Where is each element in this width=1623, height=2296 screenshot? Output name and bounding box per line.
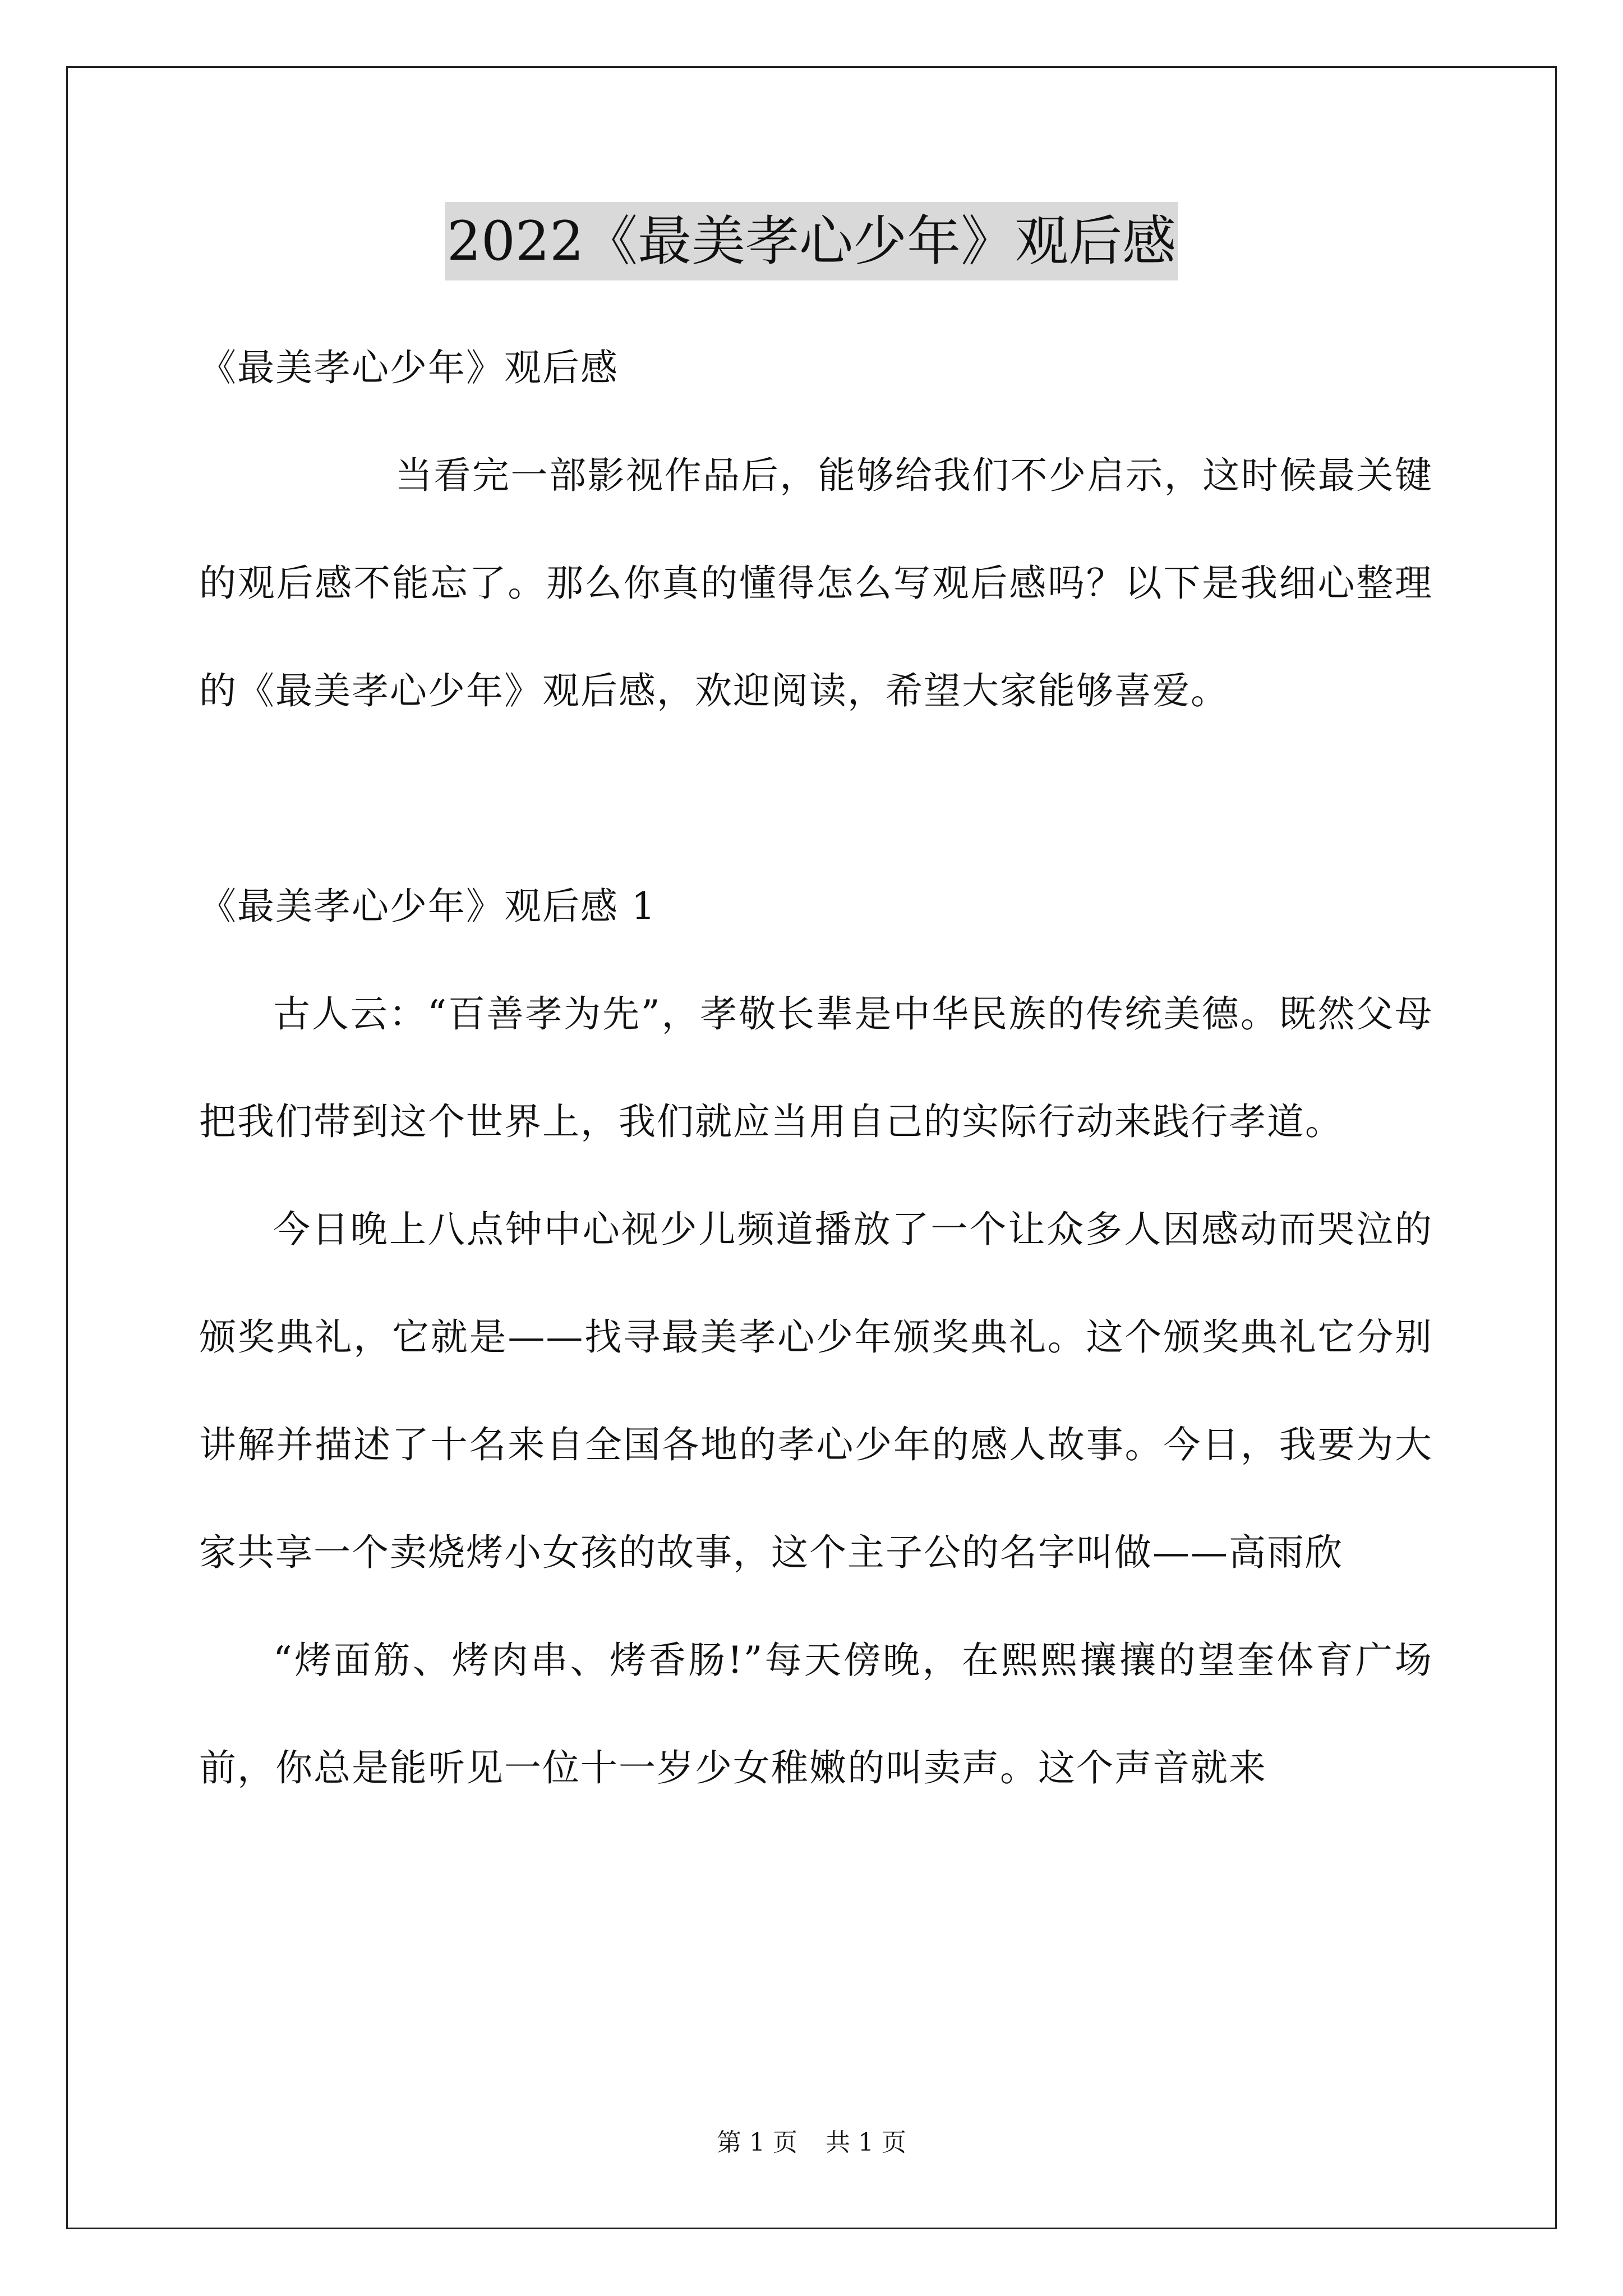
body-paragraph-2: 今日晚上八点钟中心视少儿频道播放了一个让众多人因感动而哭泣的颁奖典礼，它就是——找寻最美孝心少年颁奖典礼。这个颁奖典礼它分别讲解并描述了十名来自全国各地的孝心少年的感人故事。今日，我要为大家共享一个卖烧烤小女孩的故事，这个主子公的名字叫做——高雨欣 (199, 1208, 1433, 1574)
subtitle: 《最美孝心少年》观后感 (199, 346, 619, 389)
page-total: 共 1 页 (826, 2128, 906, 2157)
page-footer (0, 2126, 1623, 2160)
document-body (199, 314, 1433, 1822)
page-number: 第 1 页 (717, 2128, 797, 2157)
body-paragraph-3: “烤面筋、烤肉串、烤香肠!”每天傍晚，在熙熙攘攘的望奎体育广场前，你总是能听见一位十一岁少女稚嫩的叫卖声。这个声音就来 (199, 1639, 1433, 1789)
body-paragraph-1: 古人云：“百善孝为先”，孝敬长辈是中华民族的传统美德。既然父母把我们带到这个世界上，我们就应当用自己的实际行动来践行孝道。 (199, 992, 1433, 1143)
intro-paragraph: 当看完一部影视作品后，能够给我们不少启示，这时候最关键的观后感不能忘了。那么你真的懂得怎么写观后感吗？以下是我细心整理的《最美孝心少年》观后感，欢迎阅读，希望大家能够喜爱。 (199, 454, 1433, 712)
section-heading: 《最美孝心少年》观后感 1 (199, 885, 656, 928)
spacer (199, 745, 1433, 853)
document-title: 2022《最美孝心少年》观后感 (445, 202, 1178, 280)
title-container (0, 202, 1623, 280)
